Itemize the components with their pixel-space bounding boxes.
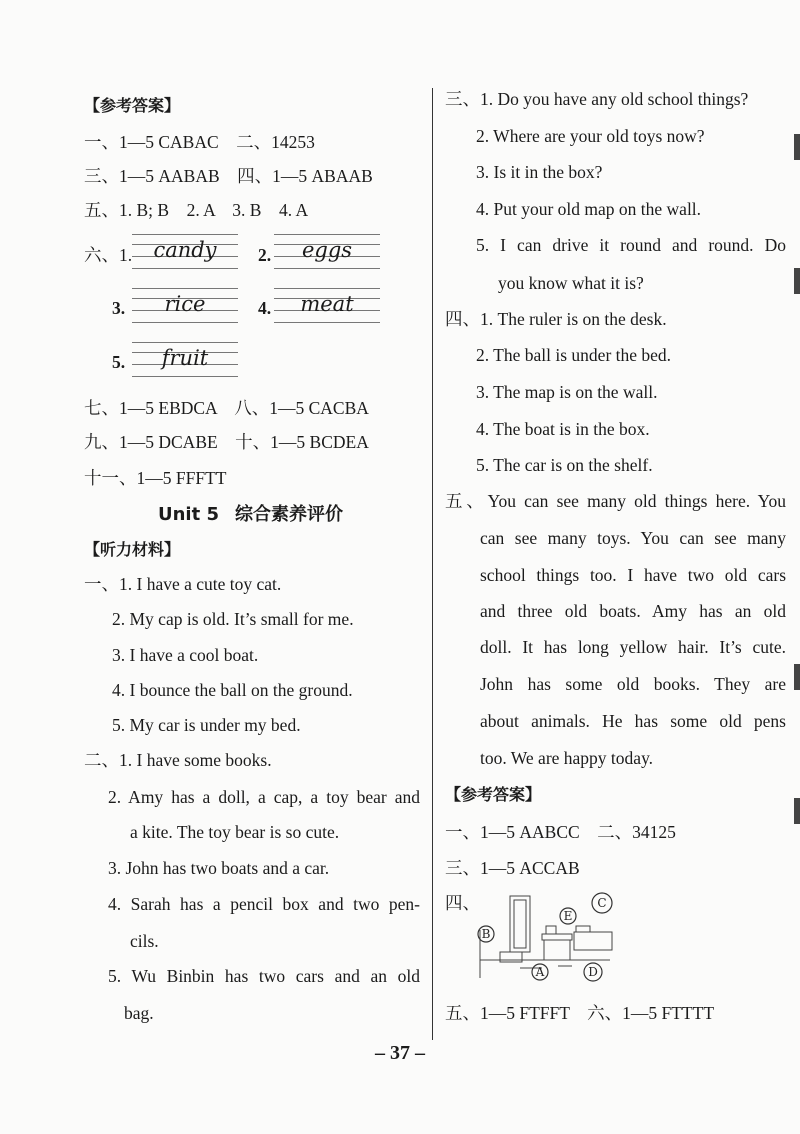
unit-subtitle: 综合素养评价 [235,504,343,525]
handwritten-word: meat [300,292,354,316]
answer-line: 一、1—5 CABAC 二、14253 [84,132,315,152]
answer-line: 五、1—5 FTFFT 六、1—5 FTTTT [445,1003,715,1023]
handwriting-blank [132,340,238,378]
answer-line: 十一、1—5 FFFTT [84,468,227,488]
unit-title [158,500,343,526]
script-line: 2. Amy has a doll, a cap, a toy bear and [108,787,420,807]
passage-line: 五、You can see many old things here. You [445,491,786,511]
script-line: bag. [124,1003,154,1023]
handwriting-blank [274,232,380,270]
handwritten-word: fruit [161,346,209,370]
answer-line-6-prefix: 六、1. [84,245,133,265]
passage-line: can see many toys. You can see many [480,528,786,548]
column-divider [432,88,433,1040]
edge-mark [794,268,800,294]
script-line: 二、1. I have some books. [84,750,272,770]
page-number: – 37 – [375,1042,425,1064]
answer-line: 五、1. B; B 2. A 3. B 4. A [84,200,309,220]
script-line: 5. My car is under my bed. [112,715,301,735]
script-line: 四、1. The ruler is on the desk. [445,309,667,329]
edge-mark [794,664,800,690]
script-line: 5. The car is on the shelf. [476,455,653,475]
edge-mark [794,134,800,160]
listening-heading: 【听力材料】 [84,540,181,559]
script-line: 3. Is it in the box? [476,162,603,182]
script-line: 4. The boat is in the box. [476,419,650,439]
answers-heading-left: 【参考答案】 [84,96,181,115]
script-line: 2. Where are your old toys now? [476,126,705,146]
handwritten-word: rice [164,292,206,316]
script-line: 4. I bounce the ball on the ground. [112,680,353,700]
script-line: 3. I have a cool boat. [112,645,259,665]
unit-name: Unit 5 [158,504,219,525]
fill-number: 3. [112,298,126,318]
answer-line: 七、1—5 EBDCA 八、1—5 CACBA [84,398,369,418]
script-line: 5. I can drive it round and round. Do [476,235,786,255]
fill-number: 2. [258,245,272,265]
picture-label-a: A [535,965,545,979]
script-line: 4. Sarah has a pencil box and two pen- [108,894,420,914]
passage-line: about animals. He has some old pens [480,711,786,731]
fill-number: 4. [258,298,272,318]
answer-line: 四、 [445,893,480,913]
script-line: 4. Put your old map on the wall. [476,199,702,219]
passage-line: and three old boats. Amy has an old [480,601,786,621]
answers-heading-right: 【参考答案】 [445,785,542,804]
picture-label-b: B [481,927,491,941]
picture-label-d: D [588,965,598,979]
picture-label-c: C [597,896,607,910]
script-line: 2. The ball is under the bed. [476,345,672,365]
answer-line: 三、1—5 AABAB 四、1—5 ABAAB [84,166,373,186]
passage-line: John has some old books. They are [480,674,786,694]
handwriting-blank [274,286,380,324]
fill-number: 5. [112,352,126,372]
room-illustration [470,890,620,990]
script-line: 5. Wu Binbin has two cars and an old [108,966,420,986]
script-line: a kite. The toy bear is so cute. [130,822,340,842]
script-line: cils. [130,931,159,951]
script-line: 3. John has two boats and a car. [108,858,330,878]
handwriting-blank [132,232,238,270]
answer-line: 九、1—5 DCABE 十、1—5 BCDEA [84,432,369,452]
edge-mark [794,798,800,824]
passage-line: too. We are happy today. [480,748,654,768]
picture-label-e: E [563,909,573,923]
passage-line: school things too. I have two old cars [480,565,786,585]
answer-line: 一、1—5 AABCC 二、34125 [445,822,676,842]
handwritten-word: candy [153,238,217,262]
script-line: you know what it is? [498,273,644,293]
passage-line: doll. It has long yellow hair. It’s cute. [480,637,786,657]
script-line: 一、1. I have a cute toy cat. [84,574,282,594]
script-line: 2. My cap is old. It’s small for me. [112,609,354,629]
script-line: 3. The map is on the wall. [476,382,658,402]
script-line: 三、1. Do you have any old school things? [445,89,749,109]
answer-line: 三、1—5 ACCAB [445,858,580,878]
handwriting-blank [132,286,238,324]
handwritten-word: eggs [301,238,353,262]
